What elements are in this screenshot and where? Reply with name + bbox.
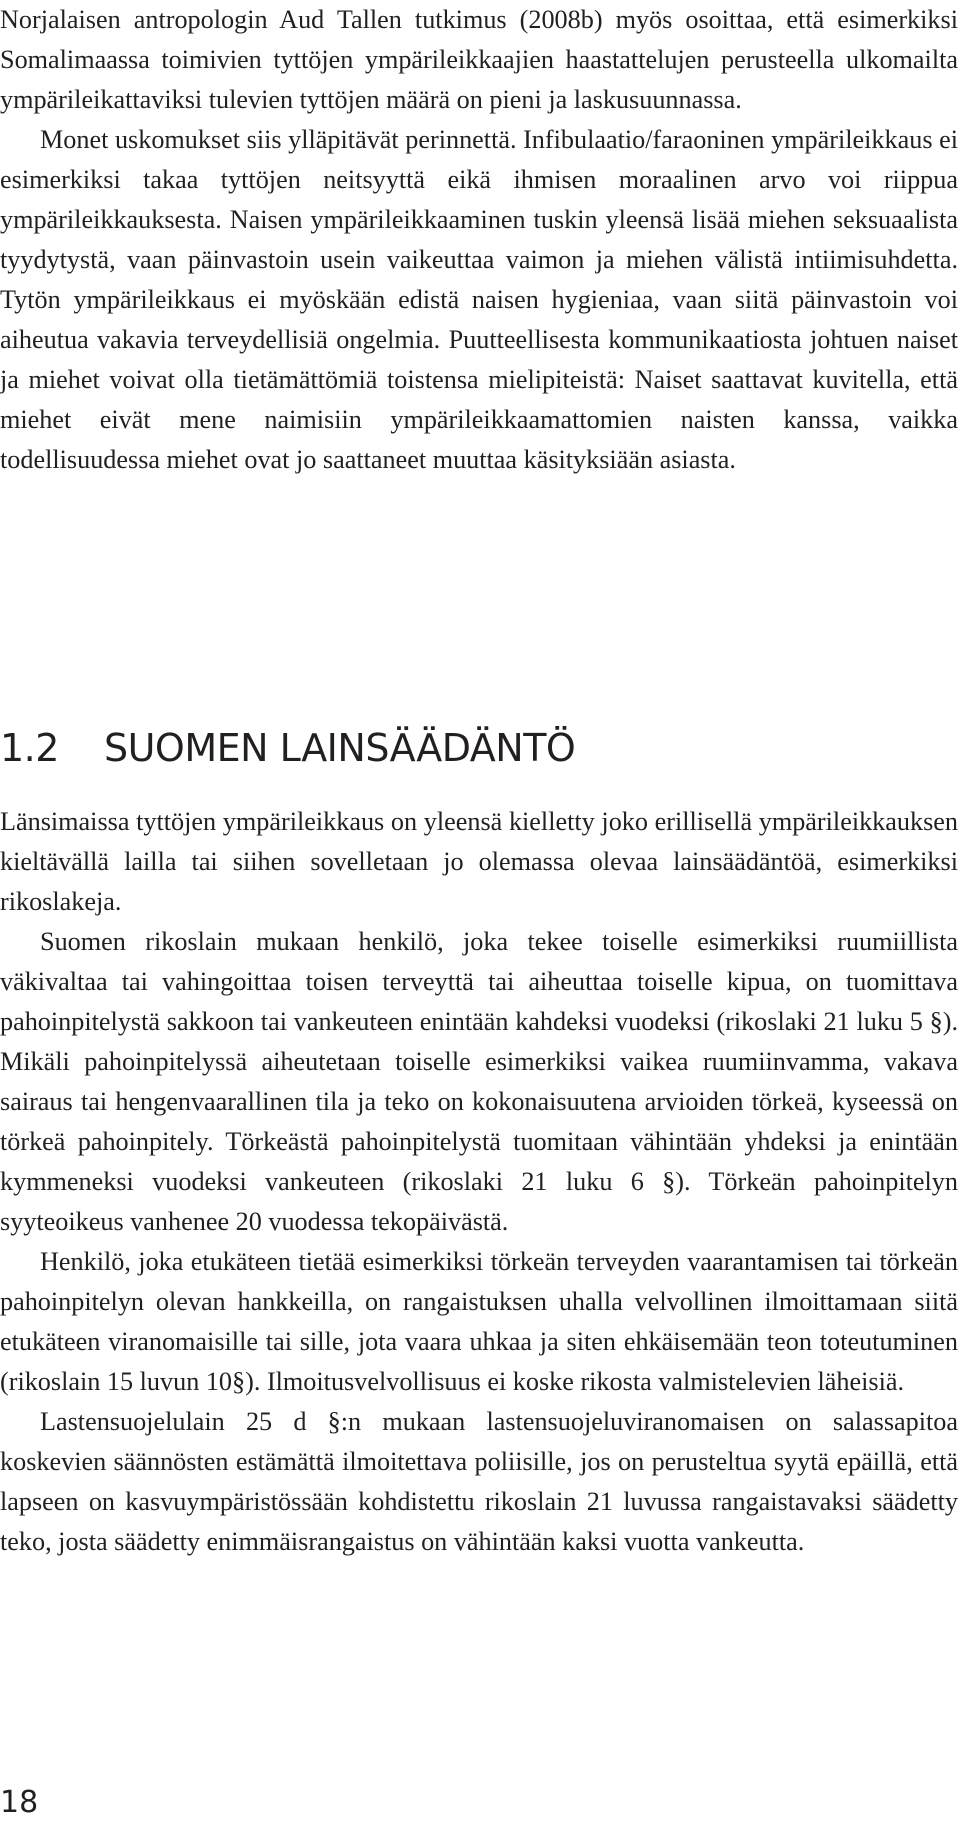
section-number: 1.2 <box>0 726 59 770</box>
paragraph: Lastensuojelulain 25 d §:n mukaan lastensuojeluviranomaisen on salassapitoa koskevien säännösten estämättä ilmoitettava poliisille, jos on perusteltua syytä epäillä, että lapseen on kasvuympäristössään kohdistettu rikoslain 21 luvussa rangaistavaksi säädetty teko, josta säädetty enimmäisrangaistus on vähintään kaksi vuotta vankeutta. <box>0 1407 958 1556</box>
paragraph: Suomen rikoslain mukaan henkilö, joka tekee toiselle esimerkiksi ruumiillista väkivaltaa tai vahingoittaa toisen terveyttä tai aiheuttaa toiselle kipua, on tuomittava pahoinpitelystä sakkoon tai vankeuteen enintään kahdeksi vuodeksi (rikoslaki 21 luku 5 §). Mikäli pahoinpitelyssä aiheutetaan toiselle esimerkiksi vaikea ruumiinvamma, vakava sairaus tai hengenvaarallinen tila ja teko on kokonaisuutena arvioiden törkeä, kyseessä on törkeä pahoinpitely. Törkeästä pahoinpitelystä tuomitaan vähintään yhdeksi ja enintään kymmeneksi vuodeksi vankeuteen (rikoslaki 21 luku 6 §). Törkeän pahoinpitelyn syyteoikeus vanhenee 20 vuodessa tekopäivästä. <box>0 927 958 1236</box>
page-number: 18 <box>0 1785 39 1820</box>
paragraph: Länsimaissa tyttöjen ympärileikkaus on yleensä kielletty joko erillisellä ympärileikkauksen kieltävällä lailla tai siihen sovelletaan jo olemassa olevaa lainsäädäntöä, esimerkiksi rikoslakeja. <box>0 807 958 916</box>
section-heading <box>0 723 575 773</box>
section-title: SUOMEN LAINSÄÄDÄNTÖ <box>104 726 576 770</box>
paragraph: Norjalaisen antropologin Aud Tallen tutkimus (2008b) myös osoittaa, että esimerkiksi Somalimaassa toimivien tyttöjen ympärileikkaajien haastattelujen perusteella ulkomailta ympärileikattaviksi tulevien tyttöjen määrä on pieni ja laskusuunnassa. <box>0 5 958 114</box>
body-text-bottom <box>0 802 958 1562</box>
body-text-top <box>0 0 958 480</box>
paragraph: Henkilö, joka etukäteen tietää esimerkiksi törkeän terveyden vaarantamisen tai törkeän pahoinpitelyn olevan hankkeilla, on rangaistuksen uhalla velvollinen ilmoittamaan siitä etukäteen viranomaisille tai sille, jota vaara uhkaa ja siten ehkäisemään teon toteutuminen (rikoslain 15 luvun 10§). Ilmoitusvelvollisuus ei koske rikosta valmistelevien läheisiä. <box>0 1247 958 1396</box>
paragraph: Monet uskomukset siis ylläpitävät perinnettä. Infibulaatio/faraoninen ympärileikkaus ei esimerkiksi takaa tyttöjen neitsyyttä eikä ihmisen moraalinen arvo voi riippua ympärileikkauksesta. Naisen ympärileikkaaminen tuskin yleensä lisää miehen seksuaalista tyydytystä, vaan päinvastoin usein vaikeuttaa vaimon ja miehen välistä intiimisuhdetta. Tytön ympärileikkaus ei myöskään edistä naisen hygieniaa, vaan siitä päinvastoin voi aiheutua vakavia terveydellisiä ongelmia. Puutteellisesta kommunikaatiosta johtuen naiset ja miehet voivat olla tietämättömiä toistensa mielipiteistä: Naiset saattavat kuvitella, että miehet eivät mene naimisiin ympärileikkaamattomien naisten kanssa, vaikka todellisuudessa miehet ovat jo saattaneet muuttaa käsityksiään asiasta. <box>0 125 958 474</box>
